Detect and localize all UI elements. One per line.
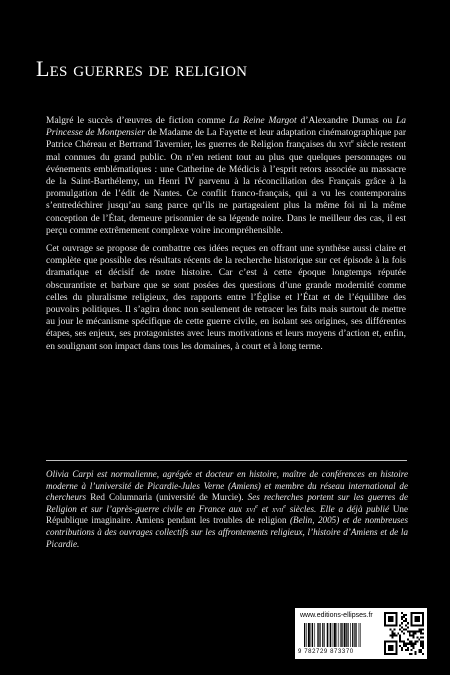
qr-module: [403, 616, 405, 618]
text-run: d’Alexandre Dumas ou: [296, 116, 396, 126]
qr-module: [407, 649, 409, 651]
barcode-bar: [324, 623, 325, 647]
qr-module: [418, 628, 420, 630]
barcode-bar: [333, 623, 334, 647]
text-run: Olivia Carpi est normalienne, agrégée et docteur en histoire, maître de conférences en histoire moderne à l’université de Picardie-Jules Verne (Amiens) et membre du réseau international de chercheurs: [46, 469, 408, 503]
qr-module: [422, 641, 424, 643]
qr-module: [392, 630, 394, 632]
qr-module: [405, 618, 407, 620]
barcode-bar: [320, 623, 321, 647]
qr-module: [413, 647, 415, 649]
qr-module: [420, 632, 422, 634]
qr-module: [392, 635, 394, 637]
qr-module: [420, 628, 422, 630]
barcode-bar: [340, 623, 341, 647]
qr-module: [420, 630, 422, 632]
qr-module: [409, 632, 411, 634]
qr-module: [405, 649, 407, 651]
barcode-bar: [355, 623, 356, 647]
qr-module: [403, 643, 405, 645]
author-biography: [46, 469, 408, 550]
qr-module: [392, 637, 394, 639]
qr-module: [422, 653, 424, 655]
qr-module: [407, 643, 409, 645]
text-run: La Princesse de Montpensier: [46, 116, 407, 139]
qr-module: [422, 643, 424, 645]
qr-module: [401, 647, 403, 649]
qr-module: [414, 616, 420, 622]
qr-module: [413, 637, 415, 639]
barcode-bar: [312, 623, 313, 647]
qr-module: [388, 616, 394, 622]
barcode-bar: [322, 623, 323, 647]
barcode-bar: [314, 623, 315, 647]
qr-module: [401, 630, 403, 632]
barcode-bar: [330, 623, 331, 647]
qr-module: [399, 635, 401, 637]
qr-module: [395, 635, 397, 637]
qr-module: [418, 639, 420, 641]
barcode-bar: [360, 623, 361, 647]
qr-module: [420, 649, 422, 651]
qr-module: [409, 635, 411, 637]
qr-module: [411, 645, 413, 647]
qr-module: [414, 641, 416, 643]
qr-module: [399, 639, 401, 641]
text-run: siècles. Elle a déjà publié: [285, 503, 393, 514]
qr-module: [418, 651, 420, 653]
text-run: (Belin, 2005) et de nombreuses contributions à des ouvrages collectifs sur les affrontements religieux, l’histoire d’Amiens et de la Picardie.: [46, 515, 409, 549]
qr-module: [405, 624, 407, 626]
barcode-bar: [344, 623, 346, 647]
qr-module: [399, 637, 401, 639]
qr-module: [407, 630, 409, 632]
qr-module: [418, 649, 420, 651]
qr-module: [401, 649, 403, 651]
qr-module: [399, 624, 401, 626]
barcode-bar: [342, 623, 343, 647]
barcode-bar: [348, 623, 349, 647]
qr-module: [409, 643, 411, 645]
text-run: de Madame de La Fayette et leur adaptation cinématographique par Patrice Chéreau et Bertrand Tavernier, les guerres de Religion françaises du: [46, 128, 407, 151]
qr-module: [401, 616, 403, 618]
text-run: siècle restent mal connues du grand public. On n’en retient tout au plus que quelques personnages ou événements emblématiques : une Catherine de Médicis à l’esprit retors associée au massacre de la Saint-Barthélemy, un Henri IV parvenu à la réconciliation des Français grâce à la promulgation de l’édit de Nantes. Ce conflit franco-français, qui a vu les contemporains s’entredéchirer jusqu’au sang parce qu’ils ne partageaient plus la même foi ni la même conception de l’État, demeure prisonnier de sa légende noire. Dans le meilleur des cas, il est perçu comme extrêmement complexe voire incompréhensible.: [46, 140, 406, 236]
publisher-website[interactable]: www.editions-ellipses.fr: [300, 612, 373, 619]
text-run: xvi: [338, 140, 352, 151]
qr-module: [413, 632, 415, 634]
barcode-bar: [337, 623, 338, 647]
qr-module: [409, 641, 411, 643]
barcode-bar: [306, 623, 307, 647]
barcode-bar: [352, 623, 353, 647]
qr-module: [403, 614, 405, 616]
text-run: La Reine Margot: [229, 116, 297, 126]
qr-code-icon: [384, 612, 424, 655]
qr-module: [420, 645, 422, 647]
qr-module: [411, 630, 413, 632]
text-run: Une République imaginaire. Amiens pendant les troubles de religion: [46, 503, 408, 526]
book-title: Les guerres de religion: [36, 56, 248, 81]
barcode-bar: [329, 623, 330, 647]
text-run: e: [283, 503, 286, 510]
text-run: xvi: [245, 503, 256, 514]
barcode-bar: [327, 623, 328, 647]
qr-module: [407, 622, 409, 624]
qr-module: [401, 612, 403, 614]
qr-module: [422, 647, 424, 649]
qr-module: [405, 643, 407, 645]
barcode-bar: [338, 623, 339, 647]
qr-module: [401, 626, 403, 628]
text-run: Malgré le succès d’œuvres de fiction comme: [46, 116, 230, 126]
qr-module: [414, 643, 416, 645]
barcode-bar: [359, 623, 360, 647]
qr-module: [405, 628, 407, 630]
qr-module: [416, 637, 418, 639]
qr-module: [416, 630, 418, 632]
text-run: xvii: [271, 503, 284, 514]
qr-module: [413, 645, 415, 647]
qr-module: [405, 614, 407, 616]
qr-module: [394, 632, 396, 634]
qr-module: [414, 651, 416, 653]
qr-module: [413, 630, 415, 632]
text-run: e: [255, 503, 258, 510]
back-cover-blurb: [46, 115, 406, 353]
qr-module: [403, 641, 405, 643]
qr-module: [405, 620, 407, 622]
qr-module: [405, 645, 407, 647]
qr-module: [394, 635, 396, 637]
qr-module: [399, 645, 401, 647]
qr-module: [411, 643, 413, 645]
text-run: et: [257, 503, 272, 514]
qr-module: [413, 635, 415, 637]
qr-module: [409, 653, 411, 655]
barcode-bar: [354, 623, 355, 647]
qr-module: [422, 645, 424, 647]
qr-module: [422, 637, 424, 639]
qr-module: [420, 641, 422, 643]
barcode-bar: [318, 623, 319, 647]
qr-module: [420, 637, 422, 639]
qr-module: [411, 635, 413, 637]
qr-module: [414, 630, 416, 632]
barcode-bar: [317, 623, 318, 647]
qr-module: [420, 643, 422, 645]
qr-module: [390, 628, 392, 630]
qr-module: [394, 628, 396, 630]
qr-module: [403, 632, 405, 634]
qr-module: [409, 630, 411, 632]
qr-module: [418, 630, 420, 632]
barcode-bar: [350, 623, 351, 647]
barcode-bar: [304, 623, 305, 647]
qr-module: [390, 635, 392, 637]
qr-module: [407, 626, 409, 628]
qr-module: [401, 641, 403, 643]
qr-module: [422, 632, 424, 634]
barcode-bar: [311, 623, 312, 647]
qr-module: [403, 645, 405, 647]
qr-module: [411, 653, 413, 655]
qr-module: [420, 651, 422, 653]
qr-module: [403, 620, 405, 622]
qr-module: [392, 632, 394, 634]
qr-module: [399, 628, 401, 630]
qr-module: [407, 647, 409, 649]
qr-module: [413, 643, 415, 645]
qr-module: [411, 641, 413, 643]
qr-module: [403, 628, 405, 630]
barcode-bar: [308, 623, 310, 647]
text-run: e: [351, 139, 354, 146]
qr-module: [416, 641, 418, 643]
qr-module: [388, 645, 394, 651]
qr-module: [397, 632, 399, 634]
section-divider: [46, 460, 407, 461]
qr-module: [414, 632, 416, 634]
isbn-number: 9 782729 873370: [298, 649, 354, 655]
qr-module: [401, 622, 403, 624]
qr-module: [401, 618, 403, 620]
barcode-bar: [334, 623, 336, 647]
ean-13-barcode-icon: [304, 623, 378, 647]
qr-module: [422, 628, 424, 630]
text-run: Ses recherches portent sur les guerres de Religion et sur l’après-guerre civile en France aux: [46, 492, 408, 514]
text-run: Cet ouvrage se propose de combattre ces idées reçues en offrant une synthèse aussi claire et complète que possible des résultats récents de la recherche historique sur cet épisode à la fois dramatique et décisif de notre histoire. Car c’est à cette époque longtemps réputée obscurantiste et barbare que se sont posées des questions d’une grande modernité comme celles du pluralisme religieux, des rapports entre l’Église et l’État et de l’équilibre des pouvoirs politiques. Il s’agira donc non seulement de retracer les faits mais surtout de mettre au jour le mécanisme spécifique de cette guerre civile, en isolant ses origines, ses différentes étapes, ses enjeux, ses protagonistes avec leurs motivations et leurs moyens d’action et, enfin, en soulignant son impact dans tous les domaines, à court et à long terme.: [46, 244, 406, 352]
text-run: Red Columnaria (université de Murcie).: [90, 492, 244, 503]
blurb-paragraph-1: [46, 115, 406, 237]
qr-module: [414, 653, 416, 655]
barcode-bar: [346, 623, 347, 647]
blurb-paragraph-2: [46, 243, 406, 353]
qr-module: [411, 649, 413, 651]
qr-module: [407, 639, 409, 641]
qr-module: [399, 641, 401, 643]
